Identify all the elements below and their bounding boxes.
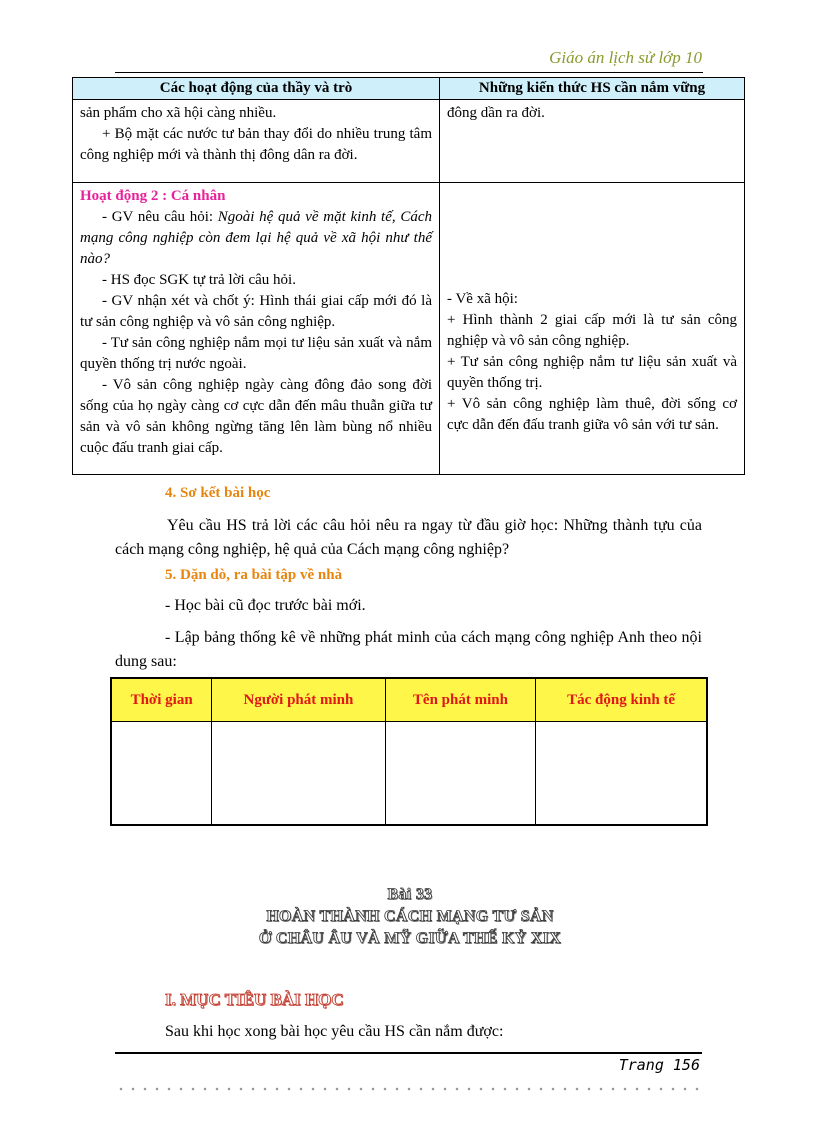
row1-right-line: đông dần ra đời.	[447, 105, 545, 121]
header-rule	[115, 72, 703, 73]
lesson-activities-table	[72, 77, 745, 475]
plan-header-invention: Tên phát minh	[385, 678, 536, 722]
summary-heading: 4. Sơ kết bài học	[165, 485, 271, 501]
footer-rule	[115, 1052, 702, 1054]
lesson-title-line-2: Ở CHÂU ÂU VÀ MỸ GIỮA THẾ KỶ XIX	[258, 930, 562, 947]
footer-dotted-border	[115, 1086, 705, 1092]
row2-right-cell	[440, 183, 745, 475]
row2-right-line: + Tư sản công nghiệp nắm tư liệu sản xuất và quyền thống trị.	[447, 354, 737, 391]
row1-left-line: sản phẩm cho xã hội càng nhiều.	[80, 105, 277, 121]
question-text: Ngoài hệ quả về mặt kinh tế, Cách mạng công nghiệp còn đem lại hệ quả về xã hội như thế nào?	[80, 209, 432, 267]
row2-right-line: + Vô sản công nghiệp làm thuê, đời sống cơ cực dẫn đến đấu tranh giữa vô sản với tư sản.	[447, 396, 737, 433]
row2-left-cell	[73, 183, 440, 475]
col-activities-header: Các hoạt động của thầy và trò	[73, 78, 440, 100]
summary-text: Yêu cầu HS trả lời các câu hỏi nêu ra ngay từ đầu giờ học: Những thành tựu của cách mạng công nghiệp, hệ quả của Cách mạng công nghiệp?	[115, 517, 702, 558]
row1-left-line: + Bộ mặt các nước tư bản thay đổi do nhiều trung tâm công nghiệp mới và thành thị đông dân ra đời.	[80, 126, 432, 163]
plan-cell-empty	[212, 722, 385, 826]
document-header-title: Giáo án lịch sử lớp 10	[549, 48, 702, 67]
homework-item-2: - Lập bảng thống kê về những phát minh của cách mạng công nghiệp Anh theo nội dung sau:	[115, 629, 702, 670]
plan-header-time: Thời gian	[111, 678, 212, 722]
plan-header-inventor: Người phát minh	[212, 678, 385, 722]
objectives-heading: I. MỤC TIÊU BÀI HỌC	[165, 990, 344, 1009]
homework-item-1: - Học bài cũ đọc trước bài mới.	[165, 597, 366, 614]
row2-left-line: - Vô sản công nghiệp ngày càng đông đảo song đời sống của họ ngày càng cơ cực dẫn đến mâu thuẫn giữa tư sản và vô sản không ngừng tăng lên làm bùng nổ nhiều cuộc đấu tranh giai cấp.	[80, 377, 432, 456]
col-knowledge-header: Những kiến thức HS cần nắm vững	[440, 78, 745, 100]
plan-cell-empty	[536, 722, 707, 826]
row1-left-cell	[73, 100, 440, 183]
row2-right-line: - Về xã hội:	[447, 291, 518, 307]
lesson-number: Bài 33	[387, 886, 433, 903]
row2-left-line: - GV nhận xét và chốt ý: Hình thái giai cấp mới đó là tư sản công nghiệp và vô sản công nghiệp.	[80, 293, 432, 330]
plan-cell-empty	[111, 722, 212, 826]
row1-right-cell	[440, 100, 745, 183]
objectives-intro: Sau khi học xong bài học yêu cầu HS cần nắm được:	[165, 1023, 504, 1040]
invention-plan-table	[110, 677, 708, 826]
question-prefix: - GV nêu câu hỏi:	[102, 209, 218, 225]
teacher-question	[80, 207, 432, 270]
homework-heading: 5. Dặn dò, ra bài tập về nhà	[165, 567, 343, 583]
row2-right-line: + Hình thành 2 giai cấp mới là tư sản công nghiệp và vô sản công nghiệp.	[447, 312, 737, 349]
plan-cell-empty	[385, 722, 536, 826]
lesson-title-line-1: HOÀN THÀNH CÁCH MẠNG TƯ SẢN	[266, 908, 554, 925]
row2-left-line: - HS đọc SGK tự trả lời câu hỏi.	[102, 272, 296, 288]
activity-title: Hoạt động 2 : Cá nhân	[80, 188, 226, 204]
row2-left-line: - Tư sản công nghiệp nắm mọi tư liệu sản xuất và nắm quyền thống trị nước ngoài.	[80, 335, 432, 372]
page-number: Trang 156	[618, 1056, 700, 1074]
plan-header-impact: Tác động kinh tế	[536, 678, 707, 722]
